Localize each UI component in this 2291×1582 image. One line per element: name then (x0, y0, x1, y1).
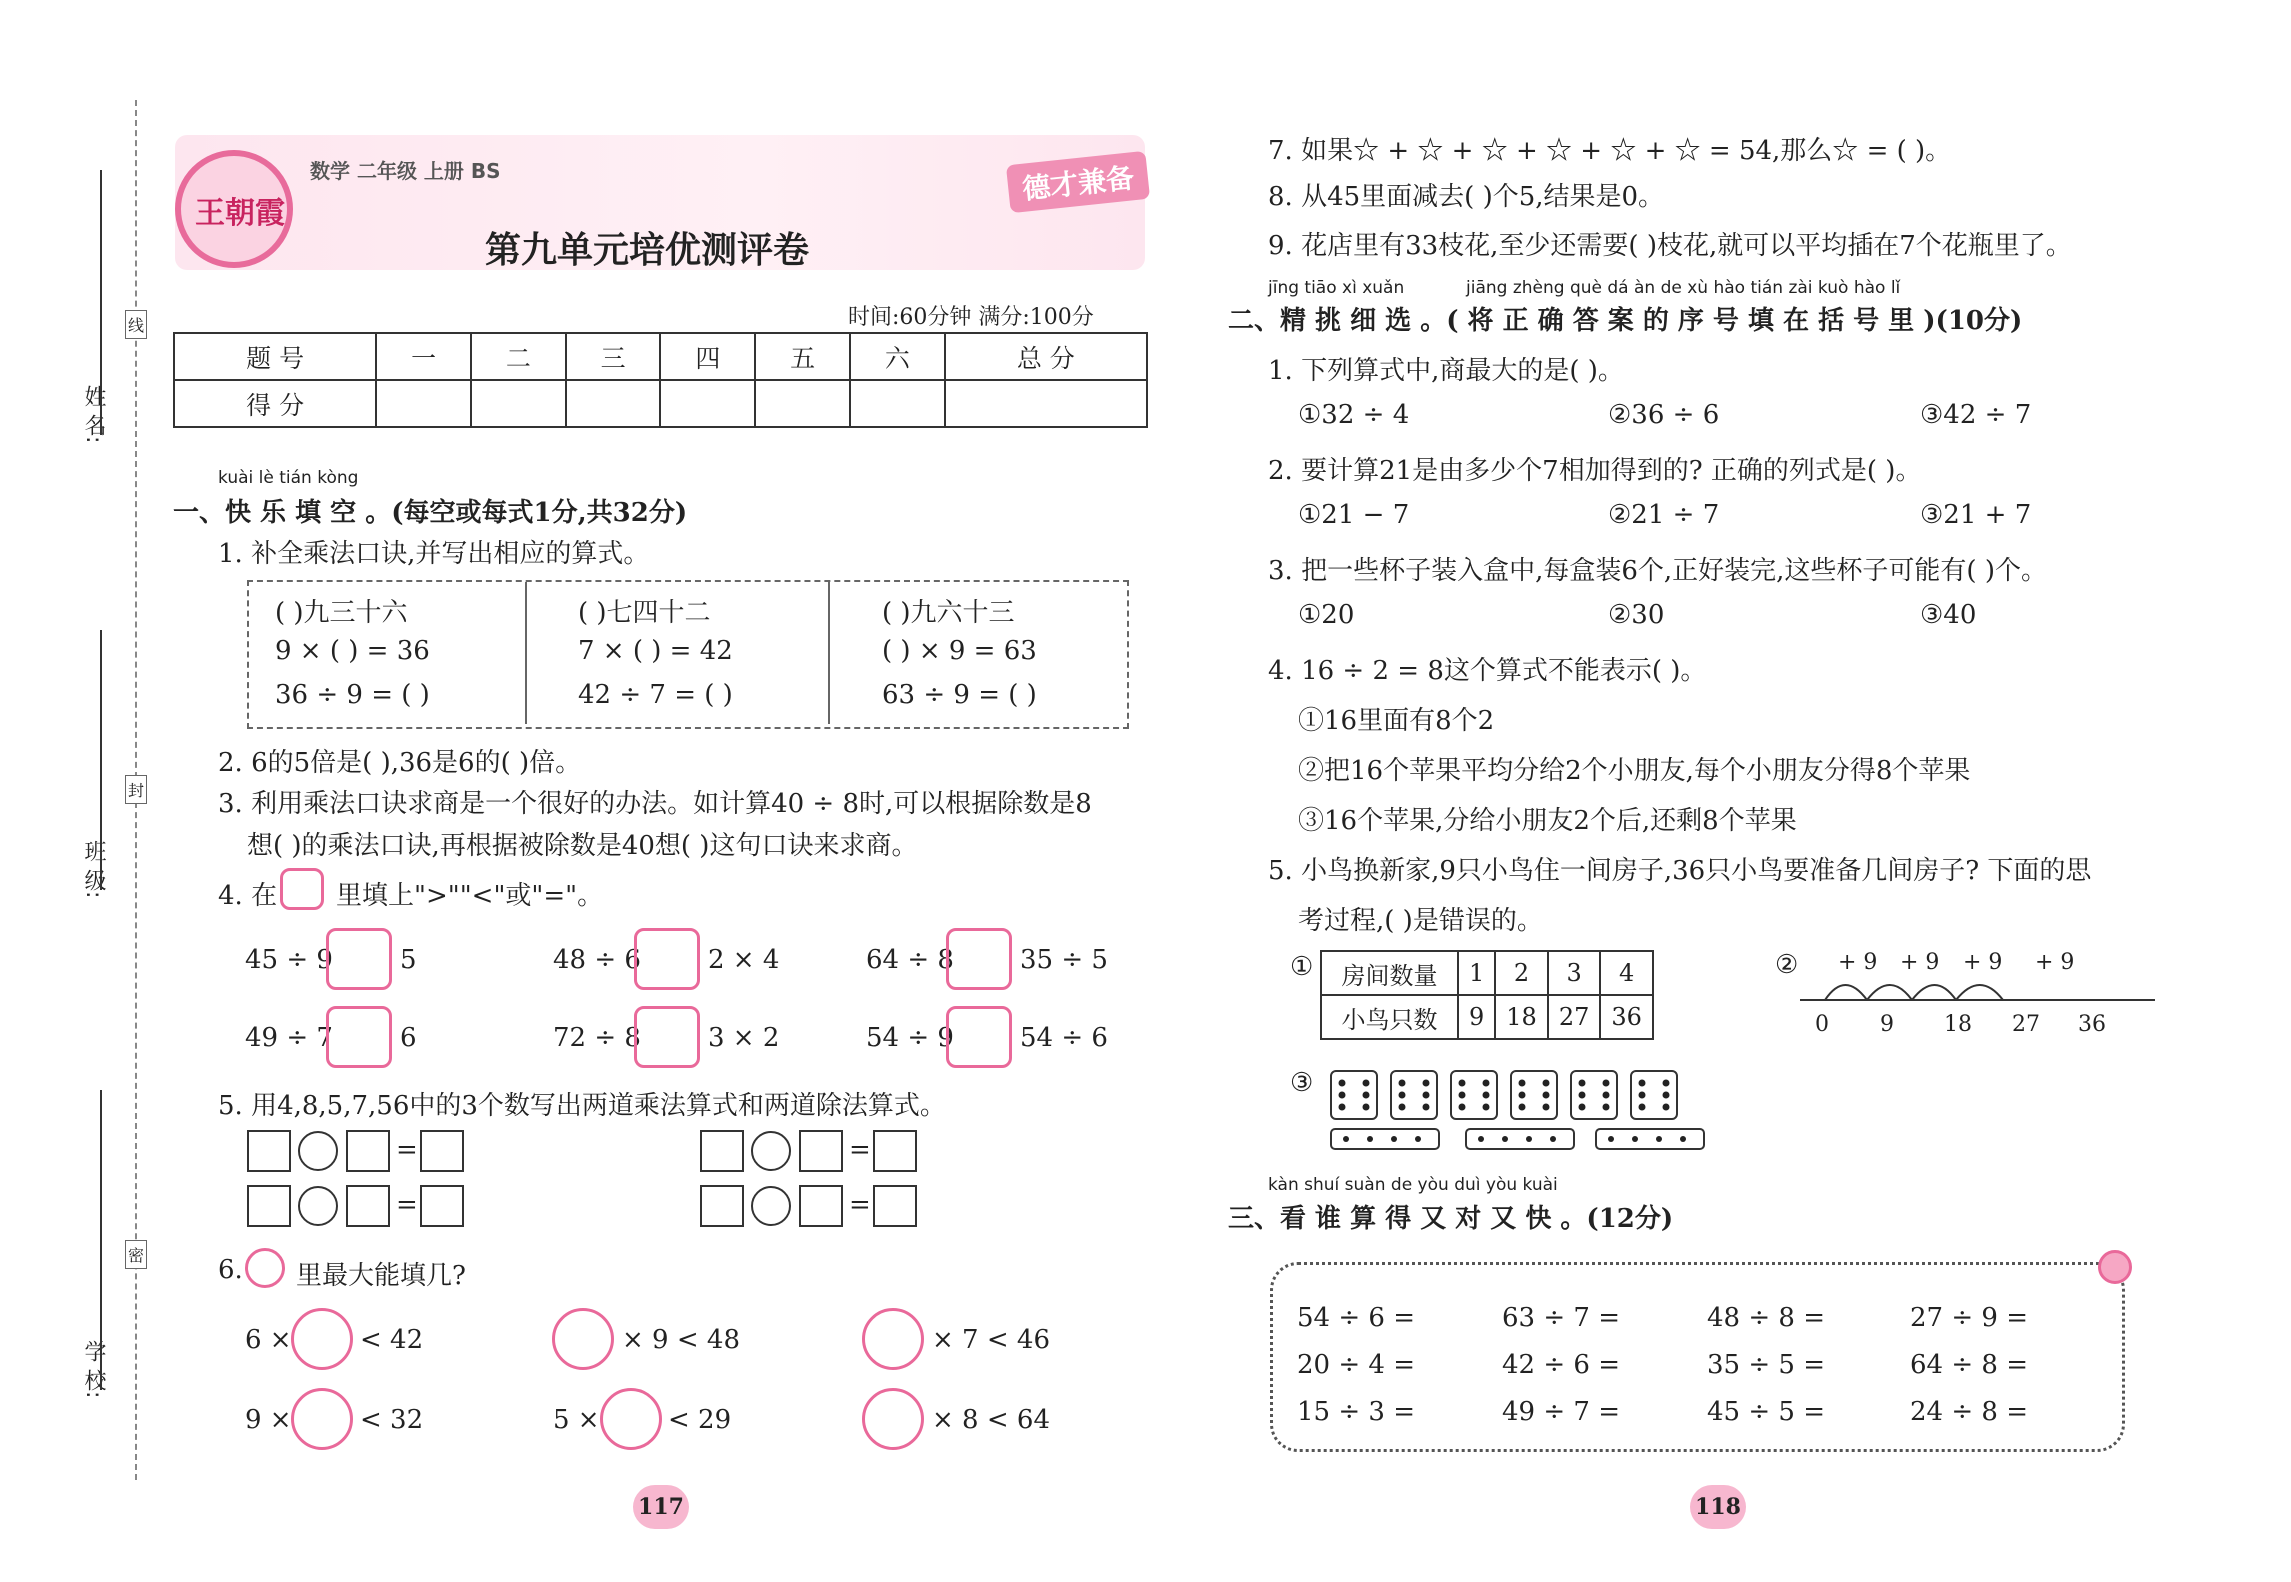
s2-q3-option[interactable]: ①20 (1298, 600, 1355, 630)
compare-input[interactable] (326, 928, 392, 990)
s2-q4-option[interactable]: ③16个苹果,分给小朋友2个后,还剩8个苹果 (1298, 806, 1797, 836)
equals-sign: = (396, 1135, 418, 1165)
table-cell: 二 (471, 333, 566, 380)
table-cell: 27 (1548, 995, 1601, 1039)
page-number-left: 117 (633, 1485, 689, 1529)
q5-input[interactable] (700, 1185, 744, 1227)
jump-label: + 9 (2035, 950, 2075, 975)
q4-prompt: 4. 在 (218, 881, 278, 911)
score-input[interactable] (566, 380, 661, 427)
calc-item[interactable]: 64 ÷ 8 = (1910, 1350, 2028, 1380)
q6-prompt-cont: 里最大能填几? (296, 1261, 466, 1291)
calc-item[interactable]: 27 ÷ 9 = (1910, 1303, 2028, 1333)
q6-right: × 8 < 64 (932, 1405, 1050, 1435)
calc-item[interactable]: 54 ÷ 6 = (1297, 1303, 1415, 1333)
table-cell: 一 (376, 333, 471, 380)
q5-input[interactable] (346, 1185, 390, 1227)
s2-q1-option[interactable]: ①32 ÷ 4 (1298, 400, 1410, 430)
tick-label: 27 (2012, 1012, 2040, 1037)
brand-logo: 王朝霞 (175, 150, 293, 268)
section1-pinyin: kuài lè tián kòng (218, 468, 359, 488)
table-cell: 1 (1458, 951, 1495, 995)
q6-right: < 32 (360, 1405, 424, 1435)
compare-input[interactable] (634, 1006, 700, 1068)
q9-prompt[interactable]: 9. 花店里有33枝花,至少还需要( )枝花,就可以平均插在7个花瓶里了。 (1268, 231, 2072, 261)
q5-operator-input[interactable] (298, 1186, 338, 1226)
q4-right: 3 × 2 (708, 1023, 780, 1053)
q1-item[interactable]: ( )七四十二 (578, 598, 711, 628)
q4-left: 64 ÷ 8 (866, 945, 954, 975)
table-cell: 五 (755, 333, 850, 380)
q6-left: 9 × (245, 1405, 292, 1435)
table-cell: 三 (566, 333, 661, 380)
s2-q3[interactable]: 3. 把一些杯子装入盒中,每盒装6个,正好装完,这些杯子可能有( )个。 (1268, 556, 2047, 586)
q6-right: × 9 < 48 (622, 1325, 740, 1355)
q3-prompt-cont[interactable]: 想( )的乘法口诀,再根据被除数是40想( )这句口诀来求商。 (247, 831, 918, 861)
s2-q4[interactable]: 4. 16 ÷ 2 = 8这个算式不能表示( )。 (1268, 656, 1707, 686)
calc-item[interactable]: 45 ÷ 5 = (1707, 1397, 1825, 1427)
option-marker-1: ① (1290, 952, 1314, 982)
q4-left: 48 ÷ 6 (553, 945, 641, 975)
bird-table (1320, 950, 1654, 1040)
q5-prompt: 5. 用4,8,5,7,56中的3个数写出两道乘法算式和两道除法算式。 (218, 1091, 946, 1121)
q6-input[interactable] (862, 1388, 924, 1450)
s2-q1-option[interactable]: ③42 ÷ 7 (1920, 400, 2032, 430)
table-cell: 36 (1600, 995, 1653, 1039)
section3-title: 三、看 谁 算 得 又 对 又 快 。(12分) (1228, 1204, 1674, 1234)
q5-operator-input[interactable] (751, 1131, 791, 1171)
section2-pinyin: jīng tiāo xì xuǎn (1268, 278, 1405, 298)
score-table (173, 332, 1148, 428)
binding-mark-secret: 密 (125, 1240, 147, 1269)
score-input[interactable] (660, 380, 755, 427)
s2-q3-option[interactable]: ②30 (1608, 600, 1665, 630)
score-input[interactable] (471, 380, 566, 427)
jump-label: + 9 (1838, 950, 1878, 975)
table-cell: 4 (1600, 951, 1653, 995)
name-label: 姓 名: (81, 385, 106, 444)
q4-right: 35 ÷ 5 (1020, 945, 1108, 975)
q7-prompt[interactable]: 7. 如果☆ + ☆ + ☆ + ☆ + ☆ + ☆ = 54,那么☆ = ( )。 (1268, 136, 1952, 166)
calc-item[interactable]: 24 ÷ 8 = (1910, 1397, 2028, 1427)
section1-title: 一、快 乐 填 空 。(每空或每式1分,共32分) (173, 498, 688, 528)
s2-q4-option[interactable]: ①16里面有8个2 (1298, 706, 1495, 736)
tick-label: 18 (1944, 1012, 1972, 1037)
q1-item[interactable]: ( )九六十三 (882, 598, 1015, 628)
tick-label: 0 (1815, 1012, 1829, 1037)
q1-item[interactable]: 42 ÷ 7 = ( ) (578, 680, 733, 710)
q1-item[interactable]: 9 × ( ) = 36 (275, 636, 430, 666)
q6-left: 5 × (553, 1405, 600, 1435)
calc-item[interactable]: 15 ÷ 3 = (1297, 1397, 1415, 1427)
calc-item[interactable]: 35 ÷ 5 = (1707, 1350, 1825, 1380)
compare-input[interactable] (634, 928, 700, 990)
q6-input[interactable] (552, 1308, 614, 1370)
compare-box-icon (280, 868, 324, 910)
table-cell: 18 (1495, 995, 1548, 1039)
page-title: 第九单元培优测评卷 (485, 230, 810, 271)
table-cell: 9 (1458, 995, 1495, 1039)
table-cell: 四 (660, 333, 755, 380)
q2-prompt[interactable]: 2. 6的5倍是( ),36是6的( )倍。 (218, 748, 582, 778)
table-cell: 3 (1548, 951, 1601, 995)
q1-item[interactable]: 63 ÷ 9 = ( ) (882, 680, 1037, 710)
q6-input[interactable] (862, 1308, 924, 1370)
q4-left: 45 ÷ 9 (245, 945, 333, 975)
table-cell: 得 分 (174, 380, 376, 427)
score-table-row (174, 333, 1147, 380)
dot-pattern (1330, 1070, 1690, 1120)
compare-input[interactable] (326, 1006, 392, 1068)
header-tag: 德才兼备 (1006, 151, 1150, 213)
section3-pinyin: kàn shuí suàn de yòu duì yòu kuài (1268, 1175, 1558, 1195)
q6-input[interactable] (291, 1388, 353, 1450)
q6-input[interactable] (600, 1388, 662, 1450)
q6-prompt: 6. (218, 1255, 243, 1285)
s2-q3-option[interactable]: ③40 (1920, 600, 1977, 630)
table-cell: 2 (1495, 951, 1548, 995)
q5-input[interactable] (420, 1185, 464, 1227)
answer-circle-icon (245, 1248, 285, 1288)
q1-divider (525, 582, 527, 724)
option-marker-3: ③ (1290, 1068, 1314, 1098)
q5-input[interactable] (873, 1130, 917, 1172)
q5-input[interactable] (420, 1130, 464, 1172)
score-input[interactable] (850, 380, 945, 427)
table-cell: 小鸟只数 (1321, 995, 1458, 1039)
section2-title: 二、精 挑 细 选 。( 将 正 确 答 案 的 序 号 填 在 括 号 里 )(10分) (1228, 306, 2023, 336)
q4-right: 6 (400, 1023, 417, 1053)
table-cell: 房间数量 (1321, 951, 1458, 995)
equals-sign: = (396, 1190, 418, 1220)
q5-input[interactable] (873, 1185, 917, 1227)
s2-q4-option[interactable]: ②把16个苹果平均分给2个小朋友,每个小朋友分得8个苹果 (1298, 756, 1971, 786)
q6-right: < 29 (668, 1405, 732, 1435)
s2-q1[interactable]: 1. 下列算式中,商最大的是( )。 (1268, 356, 1624, 386)
q1-divider (828, 582, 830, 724)
school-label: 学 校: (81, 1340, 106, 1399)
q5-input[interactable] (799, 1130, 843, 1172)
option-marker-2: ② (1775, 950, 1799, 980)
q3-prompt[interactable]: 3. 利用乘法口诀求商是一个很好的办法。如计算40 ÷ 8时,可以根据除数是8 (218, 789, 1092, 819)
name-field[interactable] (100, 170, 102, 435)
score-table-row (174, 380, 1147, 427)
binding-mark-seal: 封 (125, 775, 147, 804)
binding-mark-line: 线 (125, 310, 147, 339)
jump-label: + 9 (1900, 950, 1940, 975)
q4-left: 72 ÷ 8 (553, 1023, 641, 1053)
score-input[interactable] (755, 380, 850, 427)
q5-operator-input[interactable] (298, 1131, 338, 1171)
sun-icon (2098, 1250, 2132, 1284)
section2-pinyin-2: jiāng zhèng què dá àn de xù hào tián zài kuò hào lǐ (1466, 278, 1901, 298)
score-input[interactable] (945, 380, 1147, 427)
q1-item[interactable]: 36 ÷ 9 = ( ) (275, 680, 430, 710)
q1-prompt: 1. 补全乘法口诀,并写出相应的算式。 (218, 539, 650, 569)
subject-info: 数学 二年级 上册 BS (310, 159, 501, 183)
q5-input[interactable] (700, 1130, 744, 1172)
q5-input[interactable] (346, 1130, 390, 1172)
page-number-right: 118 (1690, 1485, 1746, 1529)
q4-right: 5 (400, 945, 417, 975)
tick-label: 9 (1880, 1012, 1894, 1037)
s2-q2[interactable]: 2. 要计算21是由多少个7相加得到的? 正确的列式是( )。 (1268, 456, 1922, 486)
compare-input[interactable] (946, 1006, 1012, 1068)
q4-left: 49 ÷ 7 (245, 1023, 333, 1053)
calc-item[interactable]: 63 ÷ 7 = (1502, 1303, 1620, 1333)
q6-right: × 7 < 46 (932, 1325, 1050, 1355)
table-cell: 题 号 (174, 333, 376, 380)
q1-item[interactable]: 7 × ( ) = 42 (578, 636, 733, 666)
s2-q2-option[interactable]: ①21 − 7 (1298, 500, 1410, 530)
q4-prompt-cont: 里填上">""<"或"="。 (336, 881, 604, 911)
q5-input[interactable] (247, 1130, 291, 1172)
table-cell: 总 分 (945, 333, 1147, 380)
q4-right: 2 × 4 (708, 945, 780, 975)
q4-right: 54 ÷ 6 (1020, 1023, 1108, 1053)
calc-item[interactable]: 49 ÷ 7 = (1502, 1397, 1620, 1427)
q6-input[interactable] (291, 1308, 353, 1370)
time-info: 时间:60分钟 满分:100分 (848, 305, 1094, 330)
class-field[interactable] (100, 630, 102, 890)
s2-q1-option[interactable]: ②36 ÷ 6 (1608, 400, 1720, 430)
q8-prompt[interactable]: 8. 从45里面减去( )个5,结果是0。 (1268, 182, 1665, 212)
q6-right: < 42 (360, 1325, 424, 1355)
s2-q2-option[interactable]: ③21 + 7 (1920, 500, 2032, 530)
q6-left: 6 × (245, 1325, 292, 1355)
class-label: 班 级: (81, 840, 106, 899)
strip-dots (1330, 1128, 1710, 1150)
q1-item[interactable]: ( ) × 9 = 63 (882, 636, 1037, 666)
calc-item[interactable]: 48 ÷ 8 = (1707, 1303, 1825, 1333)
school-field[interactable] (100, 1090, 102, 1390)
q5-input[interactable] (799, 1185, 843, 1227)
calc-item[interactable]: 42 ÷ 6 = (1502, 1350, 1620, 1380)
s2-q5: 5. 小鸟换新家,9只小鸟住一间房子,36只小鸟要准备几间房子? 下面的思 (1268, 856, 2092, 886)
compare-input[interactable] (946, 928, 1012, 990)
equals-sign: = (849, 1190, 871, 1220)
table-cell: 六 (850, 333, 945, 380)
q1-item[interactable]: ( )九三十六 (275, 598, 408, 628)
s2-q5-cont[interactable]: 考过程,( )是错误的。 (1298, 906, 1543, 936)
jump-label: + 9 (1963, 950, 2003, 975)
q4-left: 54 ÷ 9 (866, 1023, 954, 1053)
tick-label: 36 (2078, 1012, 2106, 1037)
equals-sign: = (849, 1135, 871, 1165)
q5-operator-input[interactable] (751, 1186, 791, 1226)
calc-item[interactable]: 20 ÷ 4 = (1297, 1350, 1415, 1380)
score-input[interactable] (376, 380, 471, 427)
q5-input[interactable] (247, 1185, 291, 1227)
s2-q2-option[interactable]: ②21 ÷ 7 (1608, 500, 1720, 530)
